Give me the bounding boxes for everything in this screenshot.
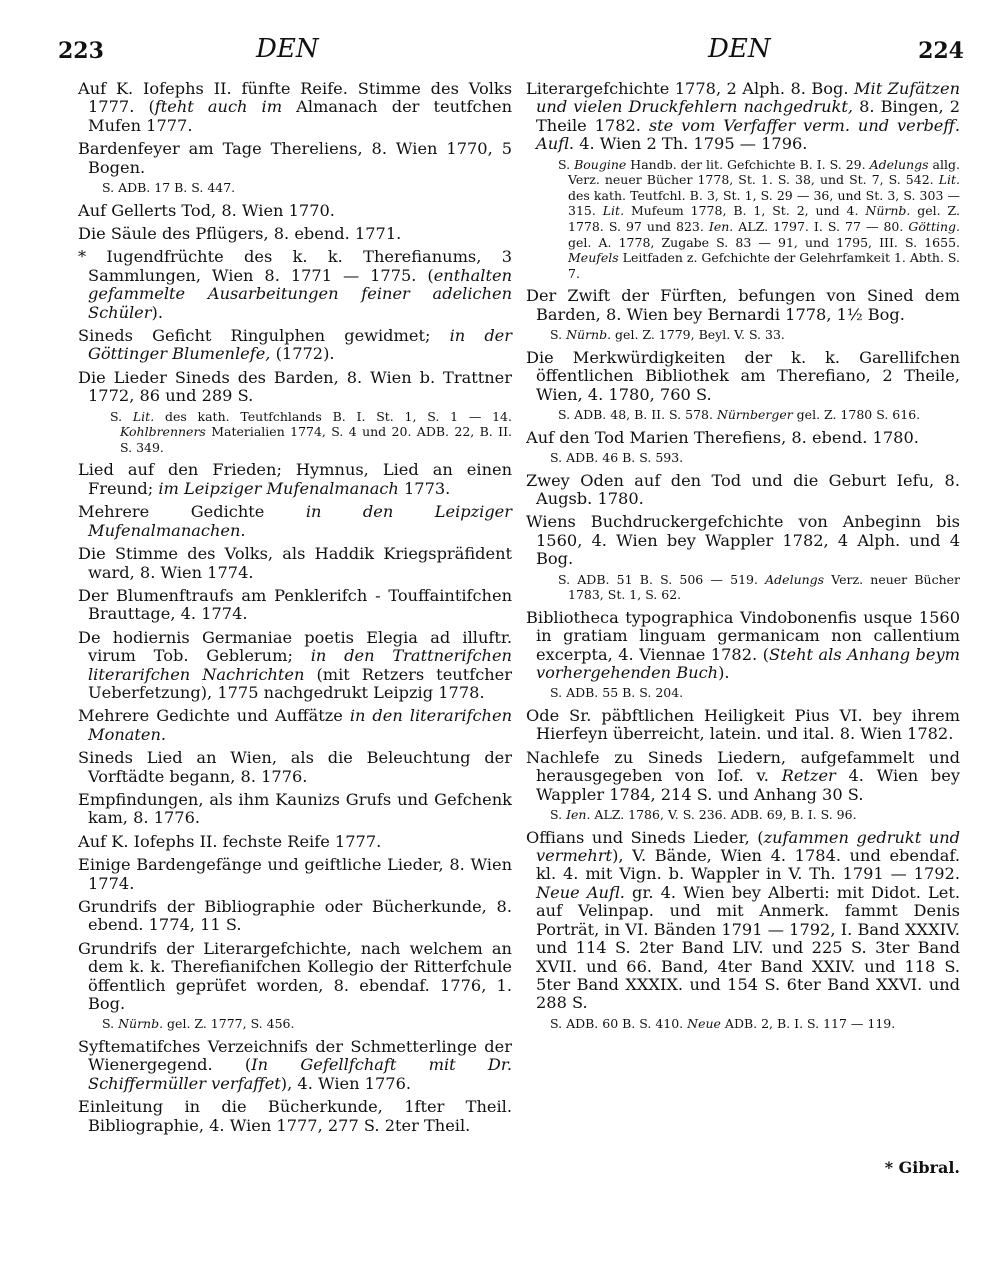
bibliography-entry: Die Merkwürdigkeiten der k. k. Garellifchen öffentlichen Bibliothek am Therefiano, 2 Theile, Wien, 4. 1780, 760 S. [526,347,960,404]
bibliography-entry: Einige Bardengefänge und geiftliche Lieder, 8. Wien 1774. [78,855,512,893]
bibliography-entry: De hodiernis Germaniae poetis Elegia ad illuftr. virum Tob. Geblerum; in den Trattnerifchen literarifchen Nachrichten (mit Retzers teutfcher Ueberfetzung), 1775 nachgedrukt Leipzig 1778. [78,627,512,702]
bibliography-entry: Die Säule des Pflügers, 8. ebend. 1771. [78,224,402,244]
running-head-right: DEN [708,34,771,64]
review-reference: S. Bougine Handb. der lit. Gefchichte B. I. S. 29. Adelungs allg. Verz. neuer Bücher 1778, St. 1. S. 38, und St. 7, S. 542. Lit. des kath. Teutfchl. B. 3, St. 1, S. 29 — 36, und St. 3, S. 303 — 315. Lit. Mufeum 1778, B. 1, St. 2, und 4. Nürnb. gel. Z. 1778. S. 97 und 823. Ien. ALZ. 1797. I. S. 77 — 80. Götting. gel. A. 1778, Zugabe S. 83 — 91, und 1795, III. S. 1655. Meufels Leitfaden z. Gefchichte der Gelehrfamkeit 1. Abth. S. 7. [558,156,961,281]
bibliography-entry: Auf den Tod Marien Therefiens, 8. ebend. 1780. [526,427,919,447]
bibliography-entry: Der Blumenftraufs am Penklerifch - Touffaintifchen Brauttage, 4. 1774. [78,585,512,624]
catchword: * Gibral. [884,1158,960,1177]
bibliography-entry: Grundrifs der Literargefchichte, nach welchem an dem k. k. Therefianifchen Kollegio der Ritterfchule öffentlich geprüfet worden, 8. ebendaf. 1776, 1. Bog. [78,938,512,1014]
review-reference: S. ADB. 55 B. S. 204. [550,685,684,701]
bibliography-entry: Einleitung in die Bücherkunde, 1fter Theil. Bibliographie, 4. Wien 1777, 277 S. 2ter Theil. [78,1097,512,1135]
bibliography-entry: Auf K. Iofephs II. fechste Reife 1777. [78,831,382,851]
bibliography-entry: Die Stimme des Volks, als Haddik Kriegspräfident ward, 8. Wien 1774. [78,544,512,582]
bibliography-entry: Syftematifches Verzeichnifs der Schmetterlinge der Wienergegend. (In Gefellfchaft mit Dr. Schiffermüller verfaffet), 4. Wien 1776. [78,1037,513,1093]
review-reference: S. Ien. ALZ. 1786, V. S. 236. ADB. 69, B. I. S. 96. [550,807,857,823]
bibliography-entry: Wiens Buchdruckergefchichte von Anbeginn bis 1560, 4. Wien bey Wappler 1782, 4 Alph. und 4 Bog. [526,512,960,569]
review-reference: S. ADB. 48, B. II. S. 578. Nürnberger gel. Z. 1780 S. 616. [558,407,921,422]
review-reference: S. ADB. 46 B. S. 593. [550,450,684,465]
bibliography-entry: Der Zwift der Fürften, befungen von Sined dem Barden, 8. Wien bey Bernardi 1778, 1½ Bog. [526,286,960,324]
bibliography-entry: Mehrere Gedichte in den Leipziger Mufenalmanachen. [78,502,512,540]
bibliography-entry: Sineds Geficht Ringulphen gewidmet; in der Göttinger Blumenlefe, (1772). [78,326,512,364]
page-number-right: 224 [918,38,964,64]
bibliography-entry: Zwey Oden auf den Tod und die Geburt Iefu, 8. Augsb. 1780. [526,470,960,508]
right-column [526,80,960,1037]
bibliography-entry: Auf Gellerts Tod, 8. Wien 1770. [78,200,335,220]
review-reference: S. ADB. 51 B. S. 506 — 519. Adelungs Verz. neuer Bücher 1783, St. 1, S. 62. [558,571,960,603]
bibliography-entry: Grundrifs der Bibliographie oder Bücherkunde, 8. ebend. 1774, 11 S. [78,897,512,935]
running-head-left: DEN [256,34,319,64]
left-column [78,80,512,1140]
bibliography-entry: Nachlefe zu Sineds Liedern, aufgefammelt und herausgegeben von Iof. v. Retzer 4. Wien bey Wappler 1784, 214 S. und Anhang 30 S. [526,747,960,804]
page-number-left: 223 [58,38,104,64]
bibliography-entry: Bibliotheca typographica Vindobonenfis usque 1560 in gratiam linguam germanicam non callentium excerpta, 4. Viennae 1782. (Steht als Anhang beym vorhergehenden Buch). [526,607,960,683]
bibliography-entry: Mehrere Gedichte und Auffätze in den literarifchen Monaten. [78,706,512,744]
bibliography-entry: * Iugendfrüchte des k. k. Therefianums, 3 Sammlungen, Wien 8. 1771 — 1775. (enthalten gefammelte Ausarbeitungen feiner adelichen Schüler). [78,247,512,322]
review-reference: S. Nürnb. gel. Z. 1779, Beyl. V. S. 33. [550,327,785,343]
review-reference: S. Nürnb. gel. Z. 1777, S. 456. [102,1016,295,1032]
bibliography-entry: Literargefchichte 1778, 2 Alph. 8. Bog. Mit Zufätzen und vielen Druckfehlern nachgedrukt, 8. Bingen, 2 Theile 1782. ste vom Verfaffer verm. und verbeff. Aufl. 4. Wien 2 Th. 1795 — 1796. [526,79,961,154]
bibliography-entry: Bardenfeyer am Tage Thereliens, 8. Wien 1770, 5 Bogen. [78,139,512,177]
bibliography-entry: Ode Sr. päbftlichen Heiligkeit Pius VI. bey ihrem Hierfeyn überreicht, latein. und ital. 8. Wien 1782. [526,706,960,744]
review-reference: S. ADB. 60 B. S. 410. Neue ADB. 2, B. I. S. 117 — 119. [550,1015,896,1031]
bibliography-entry: Die Lieder Sineds des Barden, 8. Wien b. Trattner 1772, 86 und 289 S. [78,367,512,406]
review-reference: S. ADB. 17 B. S. 447. [102,180,236,196]
review-reference: S. Lit. des kath. Teutfchlands B. I. St. 1, S. 1 — 14. Kohlbrenners Materialien 1774, S. 4 und 20. ADB. 22, B. II. S. 349. [110,408,512,455]
bibliography-entry: Sineds Lied an Wien, als die Beleuchtung der Vorftädte begann, 8. 1776. [78,748,512,786]
bibliography-entry: Lied auf den Frieden; Hymnus, Lied an einen Freund; im Leipziger Mufenalmanach 1773. [78,460,512,498]
bibliography-entry: Offians und Sineds Lieder, (zufammen gedrukt und vermehrt), V. Bände, Wien 4. 1784. und ebendaf. kl. 4. mit Vign. b. Wappler in V. Th. 1791 — 1792. Neue Aufl. gr. 4. Wien bey Alberti: mit Didot. Let. auf Velinpap. und mit Anmerk. fammt Denis Porträt, in VI. Bänden 1791 — 1792, I. Band XXXIV. und 114 S. 2ter Band LIV. und 225 S. 3ter Band XVII. und 66. Band, 4ter Band XXIV. und 118 S. 5ter Band XXXIX. und 154 S. 6ter Band XXVI. und 288 S. [526,827,961,1013]
bibliography-entry: Empfindungen, als ihm Kaunizs Grufs und Gefchenk kam, 8. 1776. [78,789,512,828]
bibliography-entry: Auf K. Iofephs II. fünfte Reife. Stimme des Volks 1777. (fteht auch im Almanach der teutfchen Mufen 1777. [78,79,512,135]
